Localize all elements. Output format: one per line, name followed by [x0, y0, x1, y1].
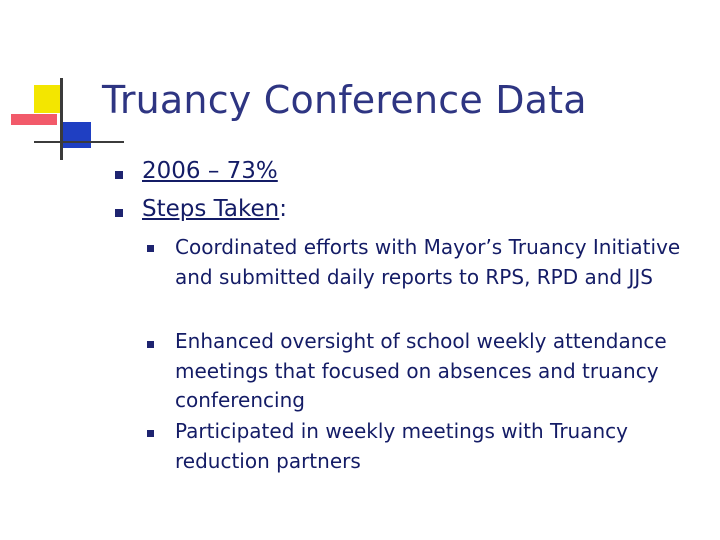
- sub-bullet-participated: Participated in weekly meetings with Truancy reduction partners: [175, 419, 628, 473]
- square-bullet-icon: [147, 341, 154, 348]
- logo-horizontal-line: [34, 141, 124, 143]
- steps-taken-label: Steps Taken: [142, 196, 280, 222]
- steps-taken-colon: :: [279, 196, 287, 222]
- square-bullet-icon: [147, 245, 154, 252]
- slide-title: Truancy Conference Data: [102, 78, 587, 122]
- bullet-year-rate: [142, 158, 278, 184]
- logo-vertical-line: [60, 78, 63, 160]
- sub-bullet-oversight: Enhanced oversight of school weekly attendance meetings that focused on absences and truancy conferencing: [175, 329, 667, 412]
- square-bullet-icon: [147, 430, 154, 437]
- bullet-steps-taken: [142, 196, 287, 222]
- logo-red-bar: [11, 114, 57, 125]
- logo-yellow-square: [34, 85, 62, 113]
- square-bullet-icon: [115, 171, 123, 179]
- logo-blue-square: [63, 122, 91, 148]
- bullet-year-rate-text: 2006 – 73%: [142, 158, 278, 184]
- sub-bullet-coordinated: Coordinated efforts with Mayor’s Truancy Initiative and submitted daily reports to RPS, RPD and JJS: [175, 235, 681, 289]
- square-bullet-icon: [115, 209, 123, 217]
